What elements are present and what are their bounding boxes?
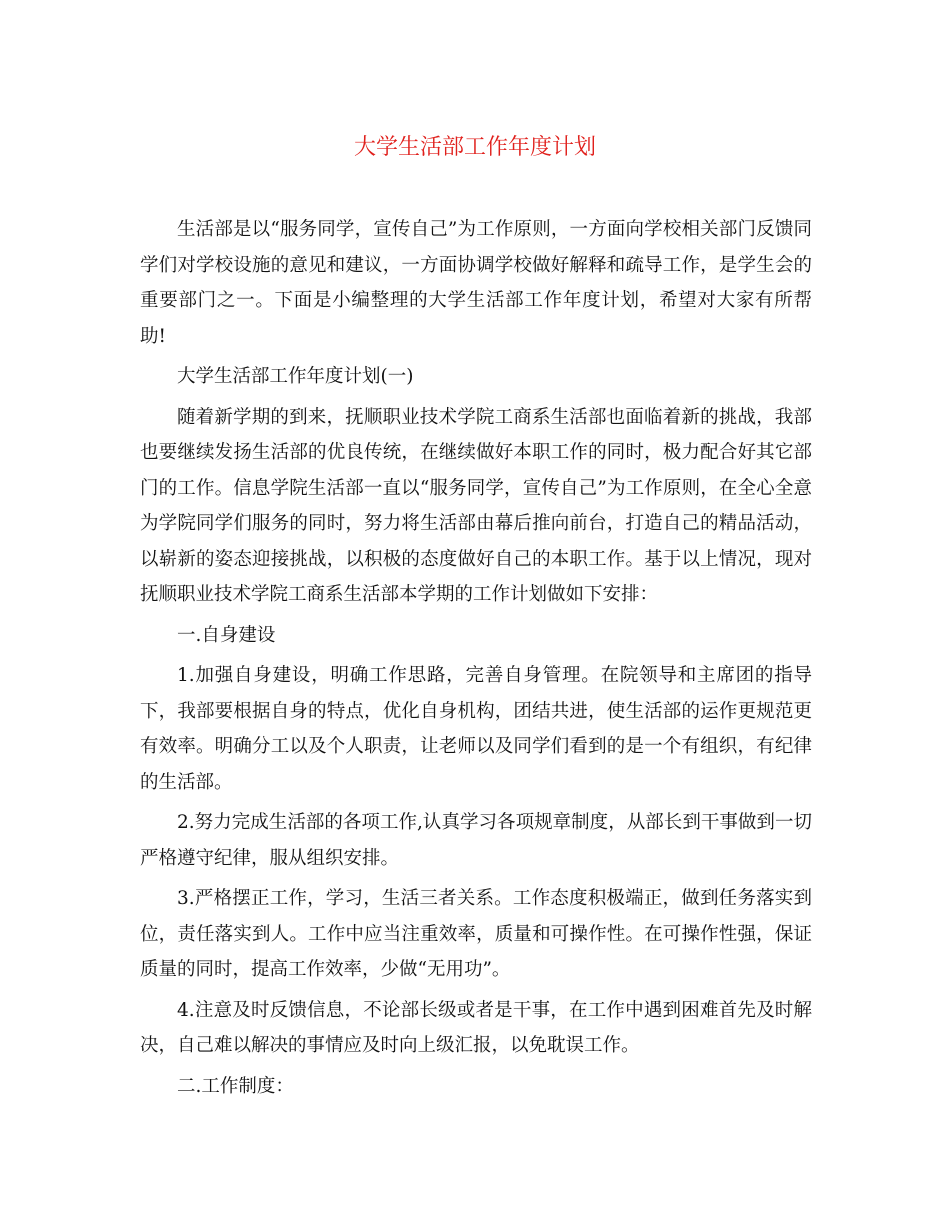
item-3-paragraph: 3.严格摆正工作，学习，生活三者关系。工作态度积极端正，做到任务落实到位，责任落实到人。工作中应当注重效率，质量和可操作性。在可操作性强，保证质量的同时，提高工作效率，少做“无用功”。: [140, 888, 812, 980]
item-1-paragraph: 1.加强自身建设，明确工作思路，完善自身管理。在院领导和主席团的指导下，我部要根据自身的特点，优化自身机构，团结共进，使生活部的运作更规范更有效率。明确分工以及个人职责，让老师以及同学们看到的是一个有组织，有纪律的生活部。: [140, 665, 812, 793]
context-paragraph: 随着新学期的到来，抚顺职业技术学院工商系生活部也面临着新的挑战，我部也要继续发扬生活部的优良传统，在继续做好本职工作的同时，极力配合好其它部门的工作。信息学院生活部一直以“服务同学，宣传自己”为工作原则，在全心全意为学院同学们服务的同时，努力将生活部由幕后推向前台，打造自己的精品活动，以崭新的姿态迎接挑战，以积极的态度做好自己的本职工作。基于以上情况，现对抚顺职业技术学院工商系生活部本学期的工作计划做如下安排：: [140, 406, 812, 605]
document-title: 大学生活部工作年度计划: [353, 135, 596, 160]
intro-paragraph: 生活部是以“服务同学，宣传自己”为工作原则，一方面向学校相关部门反馈同学们对学校设施的意见和建议，一方面协调学校做好解释和疏导工作，是学生会的重要部门之一。下面是小编整理的大学生活部工作年度计划，希望对大家有所帮助!: [140, 219, 812, 347]
plan-heading-1: 大学生活部工作年度计划(一): [177, 366, 414, 387]
item-2-paragraph: 2.努力完成生活部的各项工作,认真学习各项规章制度，从部长到干事做到一切严格遵守纪律，服从组织安排。: [140, 812, 812, 869]
item-4-paragraph: 4.注意及时反馈信息，不论部长级或者是干事，在工作中遇到困难首先及时解决，自己难以解决的事情应及时向上级汇报，以免耽误工作。: [140, 999, 812, 1056]
section-heading-self-building: 一.自身建设: [177, 624, 276, 646]
document-body: [140, 212, 812, 1109]
section-heading-work-system: 二.工作制度：: [177, 1075, 294, 1097]
